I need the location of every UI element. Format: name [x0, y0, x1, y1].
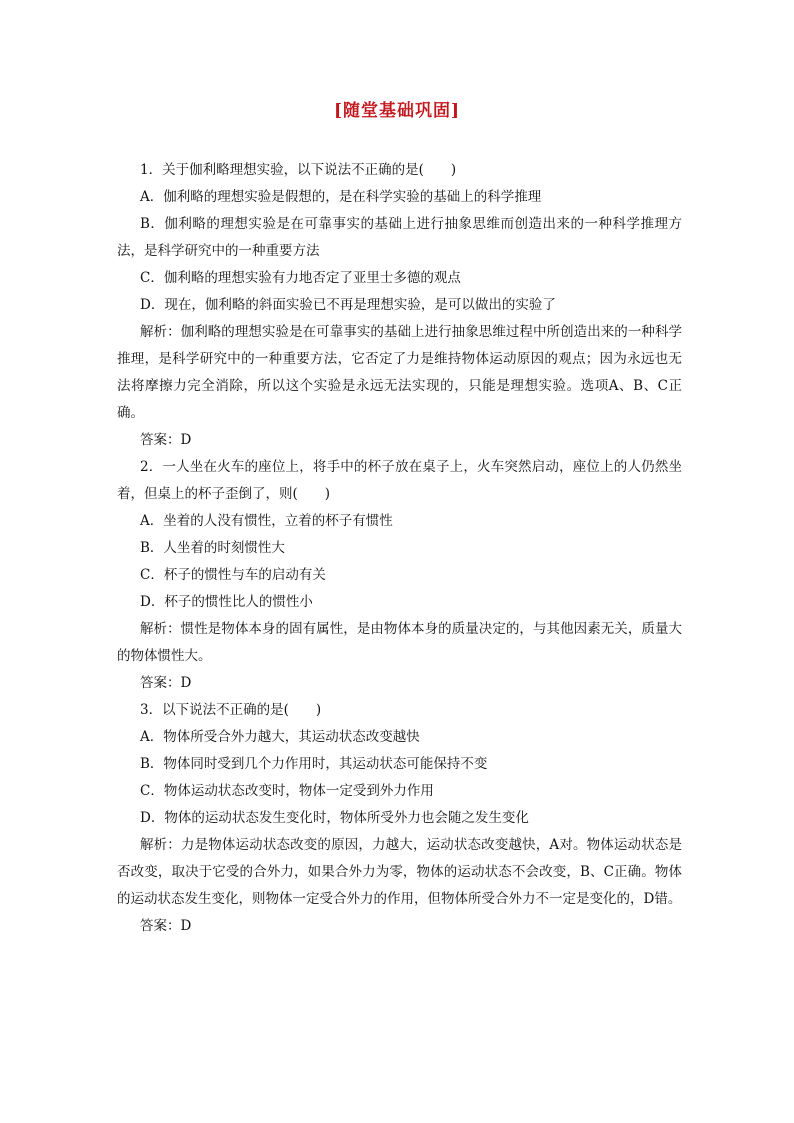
option-b: B．人坐着的时刻惯性大: [140, 540, 285, 556]
question-stem: 2．一人坐在火车的座位上，将手中的杯子放在桌子上，火车突然启动，座位上的人仍然坐着，但桌上的杯子歪倒了，则( ): [117, 459, 682, 502]
option-c: C．物体运动状态改变时，物体一定受到外力作用: [140, 783, 434, 799]
option-d: D．现在，伽利略的斜面实验已不再是理想实验，是可以做出的实验了: [140, 297, 556, 313]
answer-text: 答案：D: [140, 432, 192, 448]
option-c: C．杯子的惯性与车的启动有关: [140, 567, 326, 583]
analysis-text: 解析：力是物体运动状态改变的原因，力越大，运动状态改变越快，A对。物体运动状态是否改变，取决于它受的合外力，如果合外力为零，物体的运动状态不会改变，B、C正确。物体的运动状态发生变化，则物体一定受合外力的作用，但物体所受合外力不一定是变化的，D错。: [117, 837, 682, 907]
option-a: A．物体所受合外力越大，其运动状态改变越快: [140, 729, 420, 745]
question-stem: 3．以下说法不正确的是( ): [140, 702, 322, 718]
option-a: A．伽利略的理想实验是假想的，是在科学实验的基础上的科学推理: [140, 189, 542, 205]
question-2: [117, 454, 682, 697]
analysis-text: 解析：伽利略的理想实验是在可靠事实的基础上进行抽象思维过程中所创造出来的一种科学推理，是科学研究中的一种重要方法，它否定了力是维持物体运动原因的观点；因为永远也无法将摩擦力完全消除，所以这个实验是永远无法实现的，只能是理想实验。选项A、B、C正确。: [117, 324, 682, 421]
option-b: B．伽利略的理想实验是在可靠事实的基础上进行抽象思维而创造出来的一种科学推理方法，是科学研究中的一种重要方法: [117, 216, 682, 259]
question-3: [117, 697, 682, 940]
question-1: [117, 157, 682, 454]
option-c: C．伽利略的理想实验有力地否定了亚里士多德的观点: [140, 270, 461, 286]
option-d: D．杯子的惯性比人的惯性小: [140, 594, 313, 610]
option-a: A．坐着的人没有惯性，立着的杯子有惯性: [140, 513, 393, 529]
answer-text: 答案：D: [140, 918, 192, 934]
question-list: [117, 157, 682, 940]
answer-text: 答案：D: [140, 675, 192, 691]
option-b: B．物体同时受到几个力作用时，其运动状态可能保持不变: [140, 756, 488, 772]
analysis-text: 解析：惯性是物体本身的固有属性，是由物体本身的质量决定的，与其他因素无关，质量大的物体惯性大。: [117, 621, 682, 664]
question-stem: 1．关于伽利略理想实验，以下说法不正确的是( ): [140, 162, 457, 178]
section-title: [随堂基础巩固]: [333, 101, 461, 121]
option-d: D．物体的运动状态发生变化时，物体所受外力也会随之发生变化: [140, 810, 529, 826]
